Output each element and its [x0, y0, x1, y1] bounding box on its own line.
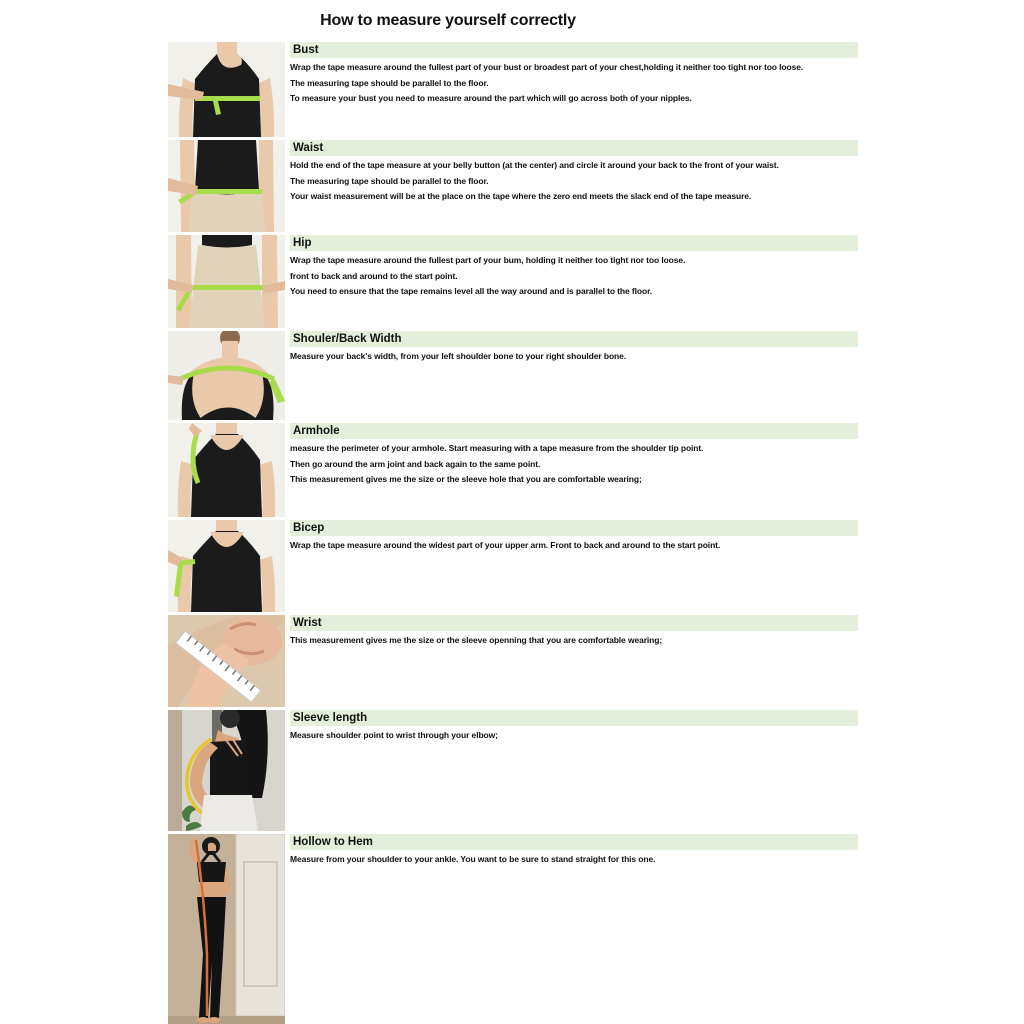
shoulder-back-photo — [168, 331, 285, 420]
instruction-line: You need to ensure that the tape remains level all the way around and is parallel to the floor. — [290, 286, 653, 296]
instruction-line: To measure your bust you need to measure around the part which will go across both of your nipples. — [290, 93, 692, 103]
section-title-sleeve-length: Sleeve length — [290, 710, 858, 726]
bust-photo — [168, 42, 285, 137]
instruction-line: Measure from your shoulder to your ankle. You want to be sure to stand straight for this one. — [290, 854, 656, 864]
shoulder-back-text — [290, 331, 858, 420]
section-title-hip: Hip — [290, 235, 858, 251]
section-waist — [168, 140, 1024, 232]
section-title-bust: Bust — [290, 42, 858, 58]
hip-text — [290, 235, 858, 328]
section-title-hollow-to-hem: Hollow to Hem — [290, 834, 858, 850]
section-hollow-to-hem — [168, 834, 1024, 1024]
instruction-line: Then go around the arm joint and back again to the same point. — [290, 458, 541, 469]
instruction-line: The measuring tape should be parallel to the floor. — [290, 77, 489, 88]
hollow-to-hem-text — [290, 834, 858, 1024]
instruction-line: Wrap the tape measure around the fullest part of your bum, holding it neither too tight nor too loose. — [290, 255, 686, 265]
bicep-photo — [168, 520, 285, 612]
section-sleeve-length — [168, 710, 1024, 831]
instruction-line: Hold the end of the tape measure at your belly button (at the center) and circle it around your back to the front of your waist. — [290, 160, 779, 170]
instruction-line: The measuring tape should be parallel to the floor. — [290, 175, 489, 186]
section-shoulder-back-width — [168, 331, 1024, 420]
section-title-shoulder-back-width: Shouler/Back Width — [290, 331, 858, 347]
instruction-line: Wrap the tape measure around the fullest part of your bust or broadest part of your chest,holding it neither too tight nor too loose. — [290, 62, 804, 72]
bust-text — [290, 42, 858, 137]
page-title: How to measure yourself correctly — [320, 12, 576, 29]
section-title-armhole: Armhole — [290, 423, 858, 439]
waist-text — [290, 140, 858, 232]
armhole-photo — [168, 423, 285, 517]
sleeve-length-photo — [168, 710, 285, 831]
section-title-bicep: Bicep — [290, 520, 858, 536]
instruction-line: This measurement gives me the size or the sleeve hole that you are comfortable wearing; — [290, 474, 642, 484]
instruction-line: Wrap the tape measure around the widest part of your upper arm. Front to back and around to the start point. — [290, 540, 721, 550]
section-armhole — [168, 423, 1024, 517]
instruction-line: measure the perimeter of your armhole. Start measuring with a tape measure from the shoulder tip point. — [290, 443, 704, 453]
hip-photo — [168, 235, 285, 328]
section-bust — [168, 42, 1024, 137]
instruction-line: Your waist measurement will be at the place on the tape where the zero end meets the slack end of the tape measure. — [290, 191, 752, 201]
section-title-wrist: Wrist — [290, 615, 858, 631]
instruction-line: Measure shoulder point to wrist through your elbow; — [290, 730, 498, 740]
armhole-text — [290, 423, 858, 517]
section-hip — [168, 235, 1024, 328]
instruction-line: front to back and around to the start point. — [290, 270, 458, 281]
section-wrist — [168, 615, 1024, 707]
wrist-text — [290, 615, 858, 707]
hollow-to-hem-photo — [168, 834, 285, 1024]
waist-photo — [168, 140, 285, 232]
section-bicep — [168, 520, 1024, 612]
instruction-line: Measure your back's width, from your left shoulder bone to your right shoulder bone. — [290, 351, 627, 361]
bicep-text — [290, 520, 858, 612]
sleeve-length-text — [290, 710, 858, 831]
instruction-line: This measurement gives me the size or the sleeve openning that you are comfortable wearing; — [290, 635, 663, 645]
wrist-photo — [168, 615, 285, 707]
section-title-waist: Waist — [290, 140, 858, 156]
